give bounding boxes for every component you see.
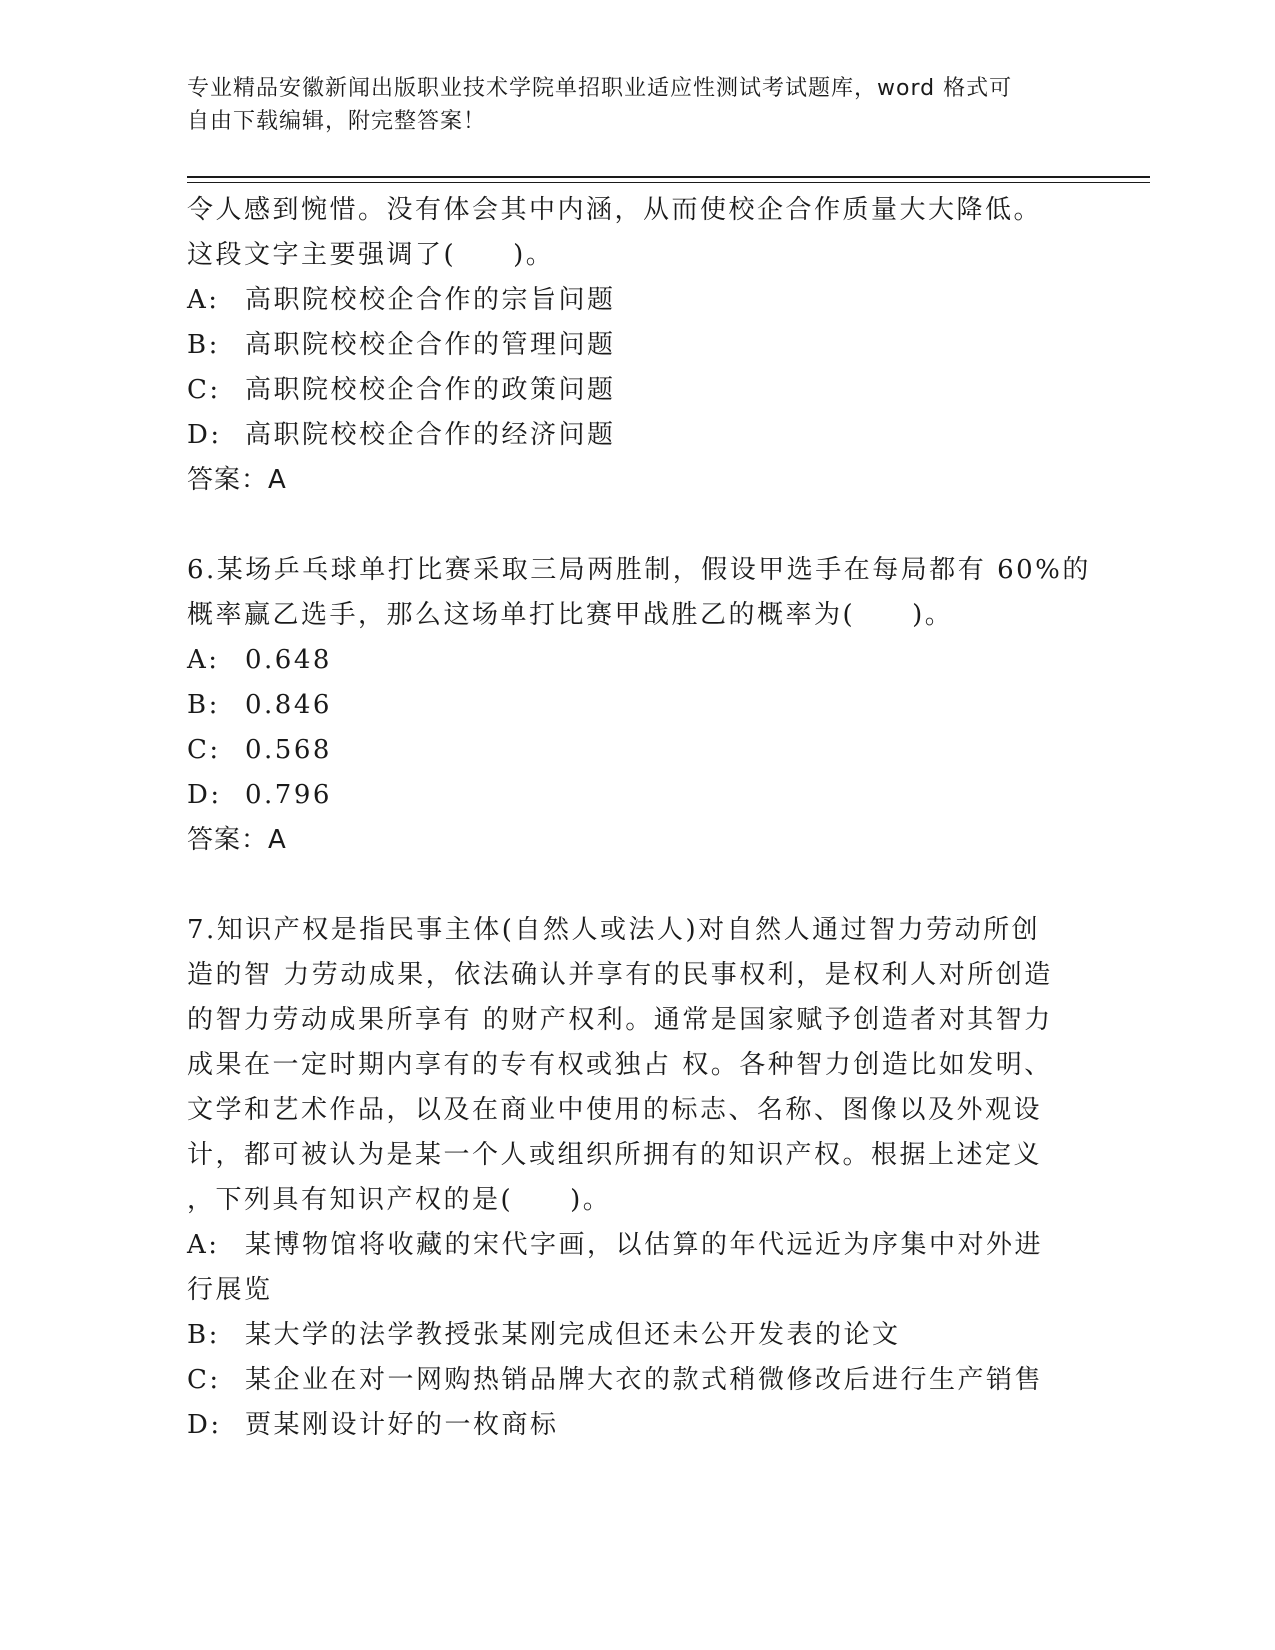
option-letter: B: bbox=[187, 690, 220, 720]
option-letter: C: bbox=[187, 375, 221, 405]
option-text: 某博物馆将收藏的宋代字画，以估算的年代远近为序集中对外进 bbox=[245, 1230, 1044, 1260]
option-letter: A: bbox=[187, 645, 220, 675]
option-text: 0.796 bbox=[245, 780, 332, 810]
option-d bbox=[187, 413, 1087, 458]
option-text: 高职院校校企合作的管理问题 bbox=[245, 330, 616, 360]
question-7 bbox=[187, 908, 1087, 1448]
header-line-2: 自由下载编辑，附完整答案！ bbox=[187, 109, 487, 134]
option-letter: D: bbox=[187, 1410, 222, 1440]
option-d bbox=[187, 773, 1087, 818]
spacer bbox=[187, 863, 1087, 908]
question-text-line: ，下列具有知识产权的是( )。 bbox=[187, 1185, 612, 1215]
question-text-line: 6.某场乒乓球单打比赛采取三局两胜制，假设甲选手在每局都有 60%的 bbox=[187, 555, 1091, 585]
question-text-line: 概率赢乙选手，那么这场单打比赛甲战胜乙的概率为( )。 bbox=[187, 600, 954, 630]
option-c bbox=[187, 368, 1087, 413]
option-a-continuation: 行展览 bbox=[187, 1275, 273, 1305]
question-6 bbox=[187, 548, 1091, 863]
option-text: 贾某刚设计好的一枚商标 bbox=[245, 1410, 559, 1440]
question-text-line: 令人感到惋惜。没有体会其中内涵，从而使校企合作质量大大降低。 bbox=[187, 195, 1043, 225]
option-text: 0.648 bbox=[245, 645, 332, 675]
question-5 bbox=[187, 188, 1087, 503]
option-text: 高职院校校企合作的政策问题 bbox=[245, 375, 616, 405]
question-text-line: 文学和艺术作品，以及在商业中使用的标志、名称、图像以及外观设 bbox=[187, 1095, 1043, 1125]
option-a bbox=[187, 278, 1087, 323]
option-text: 高职院校校企合作的经济问题 bbox=[245, 420, 616, 450]
option-letter: D: bbox=[187, 780, 222, 810]
option-text: 某企业在对一网购热销品牌大衣的款式稍微修改后进行生产销售 bbox=[245, 1365, 1044, 1395]
question-text-line: 计，都可被认为是某一个人或组织所拥有的知识产权。根据上述定义 bbox=[187, 1140, 1043, 1170]
option-letter: A: bbox=[187, 285, 220, 315]
option-a bbox=[187, 1223, 1087, 1268]
question-text-line: 这段文字主要强调了( )。 bbox=[187, 240, 555, 270]
option-letter: C: bbox=[187, 1365, 221, 1395]
option-letter: D: bbox=[187, 420, 222, 450]
question-text-line: 造的智 力劳动成果，依法确认并享有的民事权利，是权利人对所创造 bbox=[187, 960, 1053, 990]
option-a bbox=[187, 638, 1087, 683]
option-d bbox=[187, 1403, 1087, 1448]
option-letter: B: bbox=[187, 1320, 220, 1350]
spacer bbox=[187, 503, 1087, 548]
option-c bbox=[187, 728, 1087, 773]
option-b bbox=[187, 323, 1087, 368]
question-text-line: 成果在一定时期内享有的专有权或独占 权。各种智力创造比如发明、 bbox=[187, 1050, 1053, 1080]
option-text: 某大学的法学教授张某刚完成但还未公开发表的论文 bbox=[245, 1320, 901, 1350]
document-body bbox=[187, 188, 1091, 1448]
option-letter: C: bbox=[187, 735, 221, 765]
answer-line: 答案：A bbox=[187, 465, 287, 495]
question-text-line: 的智力劳动成果所享有 的财产权利。通常是国家赋予创造者对其智力 bbox=[187, 1005, 1053, 1035]
option-b bbox=[187, 683, 1087, 728]
option-text: 0.568 bbox=[245, 735, 332, 765]
header-rule-thick bbox=[187, 176, 1150, 178]
option-text: 高职院校校企合作的宗旨问题 bbox=[245, 285, 616, 315]
option-letter: B: bbox=[187, 330, 220, 360]
option-letter: A: bbox=[187, 1230, 220, 1260]
page-header bbox=[187, 72, 1067, 138]
header-rule-thin bbox=[187, 182, 1150, 183]
option-text: 0.846 bbox=[245, 690, 332, 720]
question-text-line: 7.知识产权是指民事主体(自然人或法人)对自然人通过智力劳动所创 bbox=[187, 915, 1041, 945]
option-b bbox=[187, 1313, 1087, 1358]
option-c bbox=[187, 1358, 1087, 1403]
answer-line: 答案：A bbox=[187, 825, 287, 855]
header-line-1: 专业精品安徽新闻出版职业技术学院单招职业适应性测试考试题库，word 格式可 bbox=[187, 76, 1013, 101]
